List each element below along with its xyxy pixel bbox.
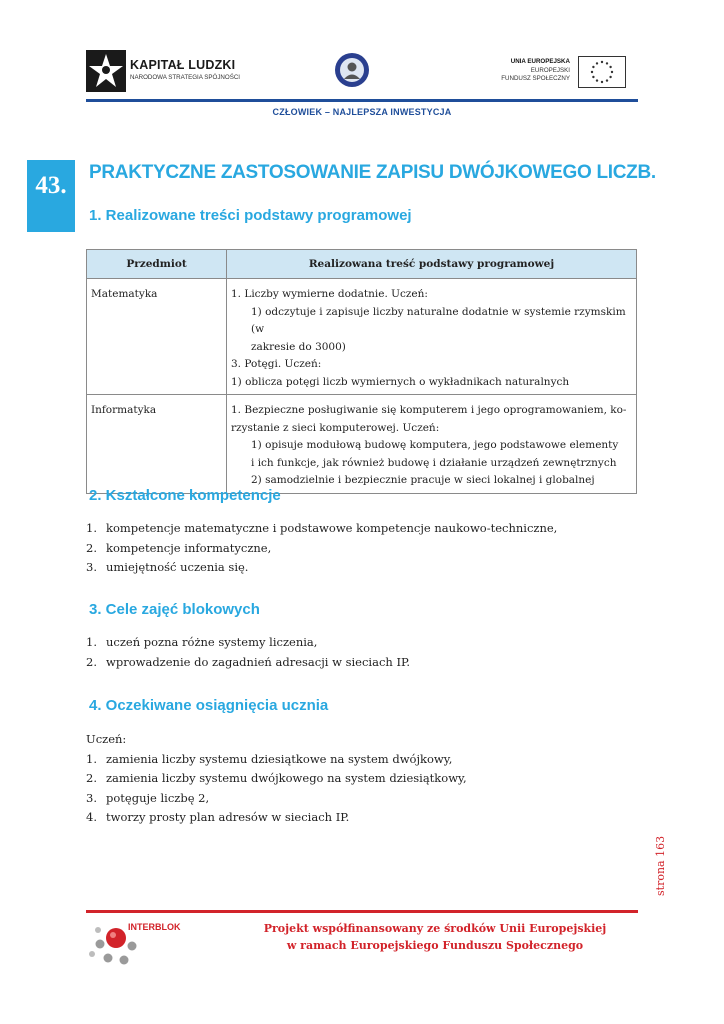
- list-item-text: kompetencje matematyczne i podstawowe kompetencje naukowo-techniczne,: [106, 521, 558, 535]
- eu-label-line1: UNIA EUROPEJSKA: [510, 58, 570, 65]
- list-item-number: 3.: [86, 790, 97, 805]
- medal-emblem-icon: [334, 52, 370, 88]
- header-tagline: CZŁOWIEK – NAJLEPSZA INWESTYCJA: [272, 107, 452, 117]
- content-line: 3. Potęgi. Uczeń:: [231, 358, 322, 370]
- footer-divider: [86, 910, 638, 913]
- outcomes-intro: Uczeń:: [86, 732, 127, 746]
- list-item-number: 1.: [86, 751, 97, 766]
- list-item-text: potęguje liczbę 2,: [106, 790, 210, 805]
- interblok-logo-icon: [86, 918, 186, 970]
- kapital-ludzki-subtitle: NARODOWA STRATEGIA SPÓJNOŚCI: [130, 74, 241, 81]
- table-cell-subject: Matematyka: [87, 279, 227, 395]
- content-line: 1. Bezpieczne posługiwanie się komputerem i jego oprogramowaniem, ko-: [231, 404, 627, 416]
- list-item-number: 1.: [86, 521, 97, 535]
- list-item: [86, 750, 646, 770]
- list-item: [86, 653, 646, 673]
- outcomes-list: [86, 730, 646, 828]
- content-line: 1) opisuje modułową budowę komputera, jego podstawowe elementy: [251, 439, 619, 451]
- section-2-heading: 2. Kształcone kompetencje: [89, 487, 281, 504]
- content-line: 1) oblicza potęgi liczb wymiernych o wykładnikach naturalnych: [231, 375, 570, 388]
- content-line: rzystanie z sieci komputerowej. Uczeń:: [231, 421, 440, 434]
- footer-line2: w ramach Europejskiego Funduszu Społecznego: [286, 939, 584, 952]
- kapital-ludzki-logo-icon: [86, 50, 126, 92]
- header-divider: [86, 99, 638, 102]
- table-row: [87, 395, 637, 494]
- list-item: [86, 633, 646, 653]
- list-item-number: 3.: [86, 560, 97, 574]
- interblok-logo-text: INTERBLOK: [128, 922, 181, 932]
- list-item: [86, 808, 646, 828]
- eu-label: [501, 58, 570, 84]
- content-line: i ich funkcje, jak również budowę i działanie urządzeń zewnętrznych: [251, 456, 617, 469]
- section-3-heading: 3. Cele zajęć blokowych: [89, 601, 260, 618]
- list-item: [86, 558, 646, 578]
- list-item-number: 2.: [86, 540, 97, 555]
- goals-list: [86, 633, 646, 672]
- list-item-number: 2.: [86, 654, 97, 669]
- table-header-content: Realizowana treść podstawy programowej: [227, 250, 637, 279]
- list-item: [86, 519, 646, 539]
- list-item-text: uczeń pozna różne systemy liczenia,: [106, 635, 318, 649]
- list-item-number: 2.: [86, 771, 97, 785]
- competences-list: [86, 519, 646, 578]
- list-item-text: kompetencje informatyczne,: [106, 540, 272, 555]
- section-4-heading: 4. Oczekiwane osiągnięcia ucznia: [89, 697, 329, 714]
- list-item-text: zamienia liczby systemu dziesiątkowe na system dwójkowy,: [106, 751, 453, 766]
- content-line: zakresie do 3000): [251, 340, 346, 353]
- list-item-number: 4.: [86, 810, 97, 824]
- list-item: [86, 769, 646, 789]
- table-cell-subject: Informatyka: [87, 395, 227, 494]
- list-item-number: 1.: [86, 635, 97, 649]
- table-header-subject: Przedmiot: [87, 250, 227, 279]
- list-item: [86, 789, 646, 809]
- eu-label-line2: EUROPEJSKI: [530, 66, 570, 74]
- list-item: [86, 539, 646, 559]
- content-line: 1. Liczby wymierne dodatnie. Uczeń:: [231, 288, 428, 300]
- kapital-ludzki-title: KAPITAŁ LUDZKI: [130, 58, 236, 72]
- table-header-row: [87, 250, 637, 279]
- table-cell-content: [227, 395, 637, 494]
- content-line: 2) samodzielnie i bezpiecznie pracuje w sieci lokalnej i globalnej: [251, 474, 595, 486]
- table-row: [87, 279, 637, 395]
- content-line: 1) odczytuje i zapisuje liczby naturalne dodatnie w systemie rzymskim (w: [251, 305, 626, 335]
- footer-funding-note: [240, 920, 630, 954]
- list-item-text: tworzy prosty plan adresów w sieciach IP.: [106, 810, 350, 824]
- chapter-title: PRAKTYCZNE ZASTOSOWANIE ZAPISU DWÓJKOWEGO LICZB.: [89, 162, 656, 183]
- eu-flag-icon: [578, 56, 626, 88]
- footer-line1: Projekt współfinansowany ze środków Unii Europejskiej: [263, 922, 607, 935]
- eu-label-line3: FUNDUSZ SPOŁECZNY: [501, 75, 570, 83]
- page-number: strona 163: [654, 835, 667, 896]
- list-item-text: zamienia liczby systemu dwójkowego na system dziesiątkowy,: [106, 771, 467, 785]
- curriculum-table: [86, 249, 637, 494]
- chapter-number-badge: 43.: [27, 160, 75, 232]
- list-item-text: wprowadzenie do zagadnień adresacji w sieciach IP.: [106, 654, 411, 669]
- table-cell-content: [227, 279, 637, 395]
- list-item-text: umiejętność uczenia się.: [106, 560, 249, 574]
- section-1-heading: 1. Realizowane treści podstawy programowej: [89, 207, 412, 224]
